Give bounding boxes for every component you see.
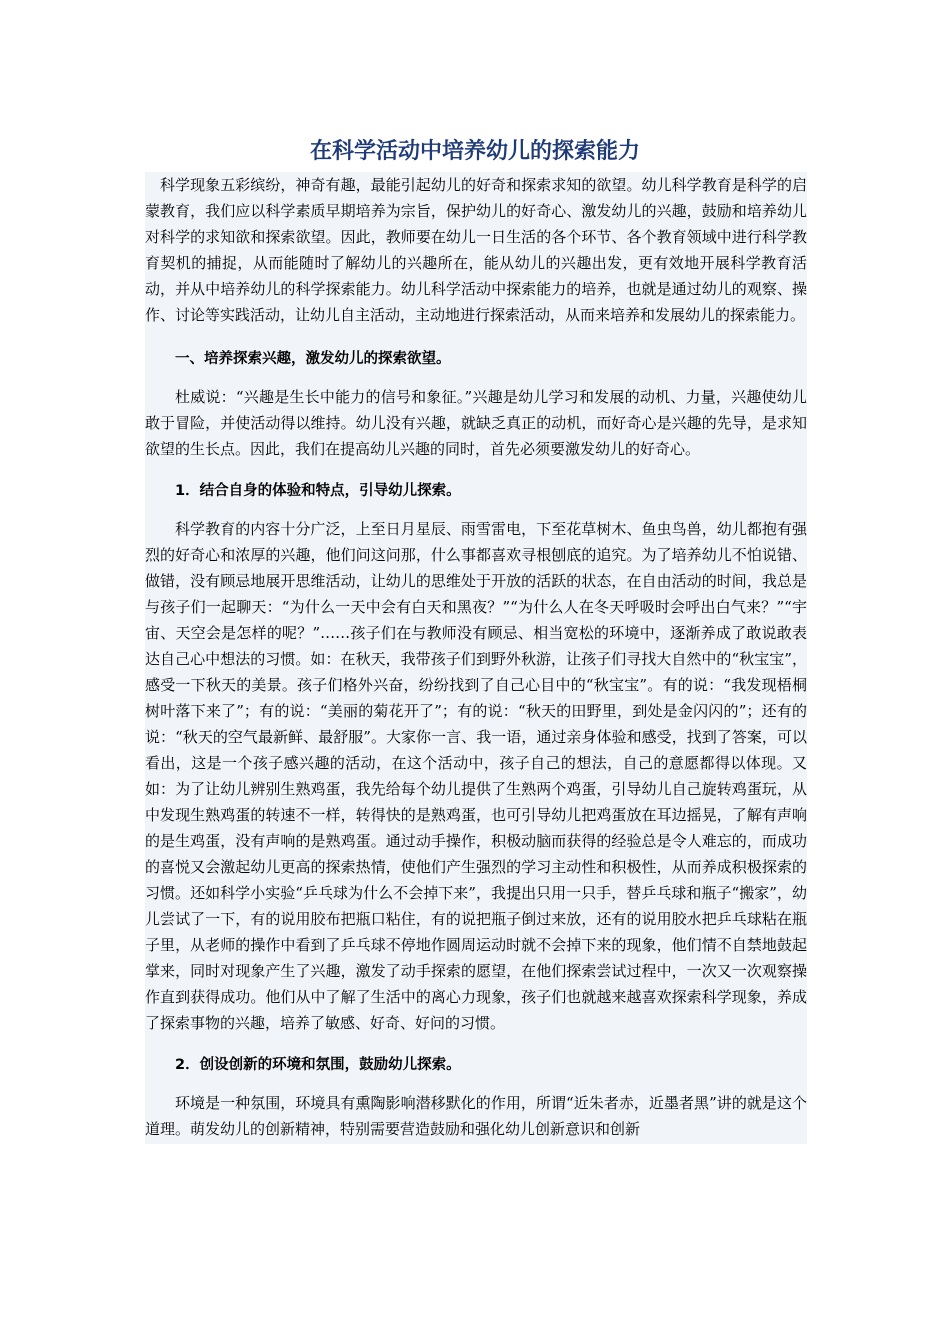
document-title: 在科学活动中培养幼儿的探索能力 (309, 139, 640, 164)
subsection-1-heading: 1．结合自身的体验和特点，引导幼儿探索。 (175, 483, 461, 499)
section-1-heading: 一、培养探索兴趣，激发幼儿的探索欲望。 (175, 351, 451, 367)
subsection-2-paragraph: 环境是一种氛围，环境具有熏陶影响潜移默化的作用，所谓“近朱者赤，近墨者黑”讲的就是这个道理。萌发幼儿的创新精神，特别需要营造鼓励和强化幼儿创新意识和创新 (145, 1094, 807, 1138)
subsection-2-heading: 2．创设创新的环境和氛围，鼓励幼儿探索。 (175, 1057, 461, 1073)
section-1-paragraph: 杜威说：“兴趣是生长中能力的信号和象征。”兴趣是幼儿学习和发展的动机、力量，兴趣使幼儿敢于冒险，并使活动得以维持。幼儿没有兴趣，就缺乏真正的动机，而好奇心是兴趣的先导，是求知欲望的生长点。因此，我们在提高幼儿兴趣的同时，首先必须要激发幼儿的好奇心。 (145, 388, 807, 458)
intro-paragraph: 科学现象五彩缤纷，神奇有趣，最能引起幼儿的好奇和探索求知的欲望。幼儿科学教育是科学的启蒙教育，我们应以科学素质早期培养为宗旨，保护幼儿的好奇心、激发幼儿的兴趣，鼓励和培养幼儿对科学的求知欲和探索欲望。因此，教师要在幼儿一日生活的各个环节、各个教育领域中进行科学教育契机的捕捉，从而能随时了解幼儿的兴趣所在，能从幼儿的兴趣出发，更有效地开展科学教育活动，并从中培养幼儿的科学探索能力。幼儿科学活动中探索能力的培养，也就是通过幼儿的观察、操作、讨论等实践活动，让幼儿自主活动，主动地进行探索活动，从而来培养和发展幼儿的探索能力。 (145, 176, 807, 324)
document-body (145, 172, 807, 1144)
subsection-1-paragraph: 科学教育的内容十分广泛，上至日月星辰、雨雪雷电，下至花草树木、鱼虫鸟兽，幼儿都抱有强烈的好奇心和浓厚的兴趣，他们问这问那，什么事都喜欢寻根刨底的追究。为了培养幼儿不怕说错、做错，没有顾忌地展开思维活动，让幼儿的思维处于开放的活跃的状态，在自由活动的时间，我总是与孩子们一起聊天：“为什么一天中会有白天和黑夜？”“为什么人在冬天呼吸时会呼出白气来？”“宇宙、天空会是怎样的呢？”……孩子们在与教师没有顾忌、相当宽松的环境中，逐渐养成了敢说敢表达自己心中想法的习惯。如：在秋天，我带孩子们到野外秋游，让孩子们寻找大自然中的“秋宝宝”，感受一下秋天的美景。孩子们格外兴奋，纷纷找到了自己心目中的“秋宝宝”。有的说：“我发现梧桐树叶落下来了”；有的说：“美丽的菊花开了”；有的说：“秋天的田野里，到处是金闪闪的”；还有的说：“秋天的空气最新鲜、最舒服”。大家你一言、我一语，通过亲身体验和感受，找到了答案，可以看出，这是一个孩子感兴趣的活动，在这个活动中，孩子自己的想法，自己的意愿都得以体现。又如：为了让幼儿辨别生熟鸡蛋，我先给每个幼儿提供了生熟两个鸡蛋，引导幼儿自己旋转鸡蛋玩，从中发现生熟鸡蛋的转速不一样，转得快的是熟鸡蛋，也可引导幼儿把鸡蛋放在耳边摇晃，了解有声响的是生鸡蛋，没有声响的是熟鸡蛋。通过动手操作，积极动脑而获得的经验总是令人难忘的，而成功的喜悦又会激起幼儿更高的探索热情，使他们产生强烈的学习主动性和积极性，从而养成积极探索的习惯。还如科学小实验“乒乓球为什么不会掉下来”，我提出只用一只手，替乒乓球和瓶子“搬家”，幼儿尝试了一下，有的说用胶布把瓶口粘住，有的说把瓶子倒过来放，还有的说用胶水把乒乓球粘在瓶子里，从老师的操作中看到了乒乓球不停地作圆周运动时就不会掉下来的现象，他们情不自禁地鼓起掌来，同时对现象产生了兴趣，激发了动手探索的愿望，在他们探索尝试过程中，一次又一次观察操作直到获得成功。他们从中了解了生活中的离心力现象，孩子们也就越来越喜欢探索科学现象，养成了探索事物的兴趣，培养了敏感、好奇、好问的习惯。 (145, 520, 807, 1032)
